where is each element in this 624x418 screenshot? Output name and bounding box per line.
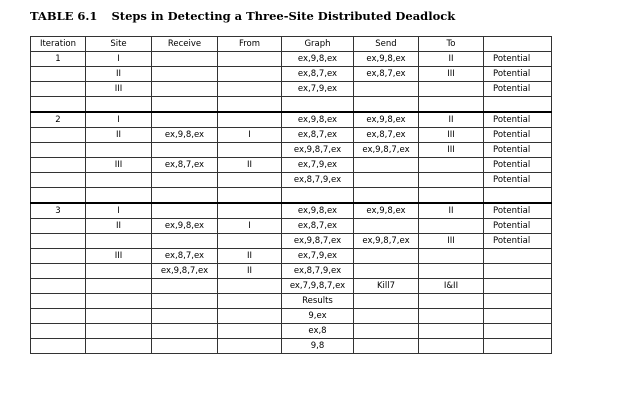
cell-receive: ex,9,8,7,ex	[152, 264, 218, 279]
cell-iteration: 1	[31, 52, 86, 67]
cell-send	[354, 264, 419, 279]
cell-send	[354, 294, 419, 309]
header-status	[484, 37, 552, 52]
cell-to	[419, 339, 484, 354]
cell-graph: ex,9,8,ex	[282, 203, 354, 219]
cell-send	[354, 219, 419, 234]
table-row	[31, 82, 552, 97]
cell-from	[218, 97, 282, 113]
cell-iteration	[31, 264, 86, 279]
table-row	[31, 249, 552, 264]
cell-to	[419, 219, 484, 234]
deadlock-table	[30, 36, 552, 354]
cell-from	[218, 279, 282, 294]
cell-receive	[152, 173, 218, 188]
cell-send	[354, 324, 419, 339]
cell-graph: 9,8	[282, 339, 354, 354]
cell-status	[484, 309, 552, 324]
cell-iteration	[31, 188, 86, 204]
cell-status: Potential	[484, 128, 552, 143]
cell-status	[484, 339, 552, 354]
cell-from	[218, 294, 282, 309]
table-row	[31, 143, 552, 158]
cell-status	[484, 249, 552, 264]
cell-from: II	[218, 264, 282, 279]
cell-send	[354, 82, 419, 97]
table-row	[31, 339, 552, 354]
cell-send: ex,9,8,ex	[354, 52, 419, 67]
cell-status: Potential	[484, 143, 552, 158]
cell-receive	[152, 97, 218, 113]
cell-status: Potential	[484, 173, 552, 188]
cell-receive: ex,8,7,ex	[152, 249, 218, 264]
cell-receive	[152, 279, 218, 294]
cell-to: I&II	[419, 279, 484, 294]
cell-to	[419, 82, 484, 97]
cell-graph: ex,7,9,ex	[282, 158, 354, 173]
cell-graph: ex,8,7,9,ex	[282, 264, 354, 279]
cell-iteration	[31, 158, 86, 173]
cell-status: Potential	[484, 52, 552, 67]
cell-from: II	[218, 158, 282, 173]
cell-send: ex,8,7,ex	[354, 128, 419, 143]
cell-iteration	[31, 97, 86, 113]
cell-send: ex,8,7,ex	[354, 67, 419, 82]
cell-receive	[152, 294, 218, 309]
cell-graph: ex,9,8,7,ex	[282, 234, 354, 249]
table-row	[31, 188, 552, 204]
cell-iteration: 2	[31, 112, 86, 128]
cell-from: II	[218, 249, 282, 264]
cell-send	[354, 249, 419, 264]
table-row	[31, 294, 552, 309]
cell-status: Potential	[484, 219, 552, 234]
cell-receive	[152, 52, 218, 67]
cell-site	[86, 279, 152, 294]
cell-graph: ex,8,7,ex	[282, 219, 354, 234]
cell-from	[218, 203, 282, 219]
cell-to	[419, 249, 484, 264]
cell-iteration	[31, 128, 86, 143]
cell-status	[484, 264, 552, 279]
cell-graph: 9,ex	[282, 309, 354, 324]
cell-to: III	[419, 234, 484, 249]
cell-status: Potential	[484, 203, 552, 219]
table-row	[31, 203, 552, 219]
cell-graph	[282, 97, 354, 113]
cell-status	[484, 97, 552, 113]
cell-status	[484, 188, 552, 204]
cell-site	[86, 264, 152, 279]
cell-receive	[152, 309, 218, 324]
cell-site: II	[86, 219, 152, 234]
cell-from	[218, 339, 282, 354]
cell-to: II	[419, 52, 484, 67]
header-to: To	[419, 37, 484, 52]
cell-graph: ex,7,9,8,7,ex	[282, 279, 354, 294]
table-row	[31, 158, 552, 173]
cell-iteration	[31, 67, 86, 82]
cell-from	[218, 188, 282, 204]
header-receive: Receive	[152, 37, 218, 52]
cell-receive: ex,9,8,ex	[152, 219, 218, 234]
cell-site: II	[86, 67, 152, 82]
cell-send: Kill7	[354, 279, 419, 294]
cell-site	[86, 188, 152, 204]
cell-from	[218, 234, 282, 249]
cell-graph: ex,9,8,ex	[282, 112, 354, 128]
table-row	[31, 264, 552, 279]
cell-to	[419, 264, 484, 279]
cell-iteration	[31, 173, 86, 188]
header-from: From	[218, 37, 282, 52]
table-header	[31, 37, 552, 52]
table-number: TABLE 6.1	[30, 9, 98, 23]
cell-send: ex,9,8,7,ex	[354, 234, 419, 249]
table-body	[31, 52, 552, 354]
cell-site: I	[86, 52, 152, 67]
cell-from	[218, 309, 282, 324]
table-row	[31, 112, 552, 128]
table-caption	[30, 9, 455, 23]
cell-graph: ex,7,9,ex	[282, 249, 354, 264]
cell-from: I	[218, 128, 282, 143]
cell-status	[484, 294, 552, 309]
header-graph: Graph	[282, 37, 354, 52]
cell-status	[484, 324, 552, 339]
cell-send	[354, 339, 419, 354]
cell-from	[218, 143, 282, 158]
table-row	[31, 219, 552, 234]
cell-site: III	[86, 82, 152, 97]
cell-from	[218, 173, 282, 188]
cell-to: II	[419, 112, 484, 128]
cell-receive: ex,8,7,ex	[152, 158, 218, 173]
cell-to: III	[419, 67, 484, 82]
cell-send	[354, 97, 419, 113]
cell-site	[86, 339, 152, 354]
cell-from	[218, 82, 282, 97]
cell-send: ex,9,8,ex	[354, 112, 419, 128]
cell-receive	[152, 67, 218, 82]
table-row	[31, 324, 552, 339]
table-row	[31, 234, 552, 249]
cell-site	[86, 294, 152, 309]
cell-to: II	[419, 203, 484, 219]
cell-to	[419, 309, 484, 324]
cell-receive	[152, 143, 218, 158]
cell-iteration	[31, 339, 86, 354]
cell-send	[354, 158, 419, 173]
cell-send: ex,9,8,ex	[354, 203, 419, 219]
cell-graph	[282, 188, 354, 204]
cell-to: III	[419, 143, 484, 158]
cell-graph: ex,9,8,ex	[282, 52, 354, 67]
cell-to	[419, 324, 484, 339]
cell-send: ex,9,8,7,ex	[354, 143, 419, 158]
header-row	[31, 37, 552, 52]
cell-graph: ex,8	[282, 324, 354, 339]
table-row	[31, 128, 552, 143]
cell-site: I	[86, 203, 152, 219]
cell-graph: ex,7,9,ex	[282, 82, 354, 97]
cell-from	[218, 324, 282, 339]
cell-site: I	[86, 112, 152, 128]
header-iteration: Iteration	[31, 37, 86, 52]
cell-site	[86, 309, 152, 324]
cell-to	[419, 158, 484, 173]
cell-receive	[152, 324, 218, 339]
cell-status: Potential	[484, 158, 552, 173]
cell-send	[354, 188, 419, 204]
cell-status: Potential	[484, 82, 552, 97]
header-send: Send	[354, 37, 419, 52]
cell-site	[86, 173, 152, 188]
cell-site: II	[86, 128, 152, 143]
cell-iteration	[31, 279, 86, 294]
cell-receive	[152, 188, 218, 204]
cell-iteration: 3	[31, 203, 86, 219]
cell-receive	[152, 112, 218, 128]
cell-iteration	[31, 249, 86, 264]
cell-status: Potential	[484, 67, 552, 82]
cell-receive: ex,9,8,ex	[152, 128, 218, 143]
cell-status: Potential	[484, 112, 552, 128]
table-row	[31, 97, 552, 113]
cell-send	[354, 309, 419, 324]
cell-graph: Results	[282, 294, 354, 309]
table-row	[31, 279, 552, 294]
cell-iteration	[31, 143, 86, 158]
cell-graph: ex,8,7,ex	[282, 67, 354, 82]
cell-site	[86, 97, 152, 113]
cell-to	[419, 97, 484, 113]
cell-iteration	[31, 219, 86, 234]
cell-site	[86, 234, 152, 249]
cell-status	[484, 279, 552, 294]
cell-receive	[152, 203, 218, 219]
cell-send	[354, 173, 419, 188]
cell-receive	[152, 82, 218, 97]
cell-iteration	[31, 309, 86, 324]
cell-to	[419, 173, 484, 188]
cell-status: Potential	[484, 234, 552, 249]
cell-to: III	[419, 128, 484, 143]
cell-site	[86, 143, 152, 158]
cell-receive	[152, 234, 218, 249]
table-row	[31, 309, 552, 324]
cell-to	[419, 294, 484, 309]
cell-iteration	[31, 82, 86, 97]
table-title: Steps in Detecting a Three-Site Distributed Deadlock	[111, 9, 456, 23]
cell-receive	[152, 339, 218, 354]
cell-graph: ex,9,8,7,ex	[282, 143, 354, 158]
header-site: Site	[86, 37, 152, 52]
cell-iteration	[31, 324, 86, 339]
cell-to	[419, 188, 484, 204]
table-row	[31, 67, 552, 82]
cell-site: III	[86, 158, 152, 173]
cell-site	[86, 324, 152, 339]
cell-graph: ex,8,7,9,ex	[282, 173, 354, 188]
cell-iteration	[31, 234, 86, 249]
cell-graph: ex,8,7,ex	[282, 128, 354, 143]
table-row	[31, 52, 552, 67]
cell-iteration	[31, 294, 86, 309]
cell-site: III	[86, 249, 152, 264]
cell-from	[218, 67, 282, 82]
cell-from	[218, 112, 282, 128]
cell-from: I	[218, 219, 282, 234]
cell-from	[218, 52, 282, 67]
table-row	[31, 173, 552, 188]
